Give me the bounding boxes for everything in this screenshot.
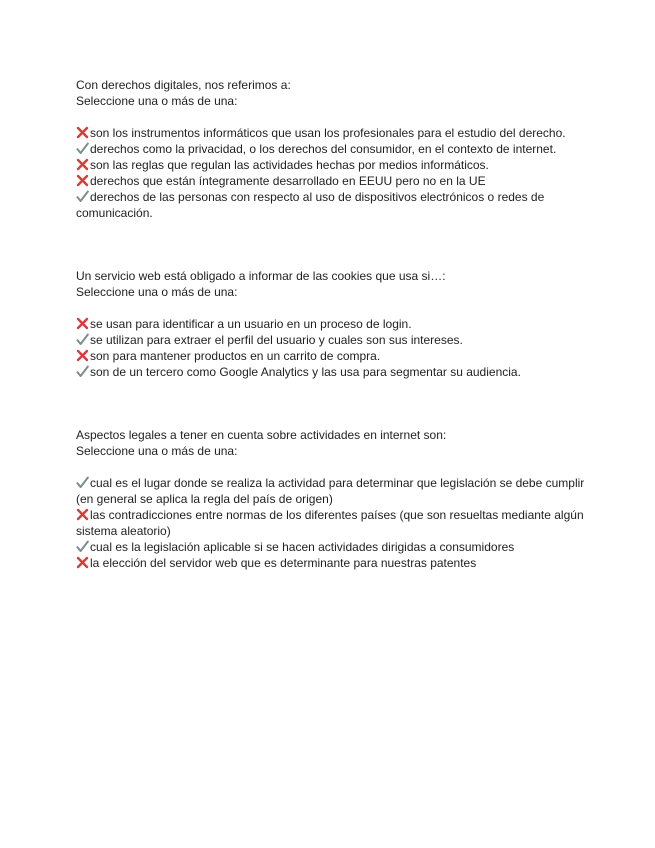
answer-text: son de un tercero como Google Analytics y las usa para segmentar su audiencia. (90, 365, 521, 379)
answer-text: son los instrumentos informáticos que usan los profesionales para el estudio del derecho. (90, 126, 566, 140)
check-icon (76, 540, 89, 553)
cross-icon (76, 126, 89, 139)
answer-text: cual es el lugar donde se realiza la actividad para determinar que legislación se debe cumplir (en general se aplica la regla del país de origen) (76, 476, 585, 506)
answer-option (76, 332, 586, 348)
question-prompt: Aspectos legales a tener en cuenta sobre actividades en internet son: (76, 428, 447, 442)
cross-icon (76, 174, 89, 187)
answer-option (76, 189, 586, 221)
question-prompt: Un servicio web está obligado a informar de las cookies que usa si…: (76, 269, 446, 283)
check-icon (76, 333, 89, 346)
answer-option (76, 539, 586, 555)
question-prompt: Con derechos digitales, nos referimos a: (76, 78, 291, 92)
question-instruction: Seleccione una o más de una: (76, 444, 238, 458)
answer-text: se usan para identificar a un usuario en un proceso de login. (90, 317, 412, 331)
answer-text: las contradicciones entre normas de los diferentes países (que son resueltas mediante algún sistema aleatorio) (76, 508, 584, 538)
answer-text: cual es la legislación aplicable si se hacen actividades dirigidas a consumidores (90, 540, 515, 554)
answer-option (76, 475, 586, 507)
document-page (76, 77, 586, 571)
answer-text: derechos de las personas con respecto al uso de dispositivos electrónicos o redes de comunicación. (76, 190, 545, 220)
answer-option (76, 141, 586, 157)
answer-option (76, 348, 586, 364)
answer-option (76, 507, 586, 539)
cross-icon (76, 508, 89, 521)
answer-option (76, 173, 586, 189)
answer-text: derechos que están íntegramente desarrollado en EEUU pero no en la UE (90, 174, 486, 188)
answer-option (76, 555, 586, 571)
question-3 (76, 427, 586, 571)
answer-text: son para mantener productos en un carrito de compra. (90, 349, 381, 363)
answer-text: la elección del servidor web que es determinante para nuestras patentes (90, 556, 477, 570)
check-icon (76, 365, 89, 378)
question-2 (76, 268, 586, 380)
check-icon (76, 190, 89, 203)
cross-icon (76, 158, 89, 171)
check-icon (76, 476, 89, 489)
question-instruction: Seleccione una o más de una: (76, 285, 238, 299)
check-icon (76, 142, 89, 155)
answer-option (76, 364, 586, 380)
cross-icon (76, 317, 89, 330)
cross-icon (76, 556, 89, 569)
question-1 (76, 77, 586, 221)
answer-option (76, 316, 586, 332)
answer-text: son las reglas que regulan las actividades hechas por medios informáticos. (90, 158, 489, 172)
answer-text: se utilizan para extraer el perfil del usuario y cuales son sus intereses. (90, 333, 463, 347)
answer-option (76, 125, 586, 141)
answer-option (76, 157, 586, 173)
cross-icon (76, 349, 89, 362)
question-instruction: Seleccione una o más de una: (76, 94, 238, 108)
answer-text: derechos como la privacidad, o los derechos del consumidor, en el contexto de internet. (90, 142, 557, 156)
